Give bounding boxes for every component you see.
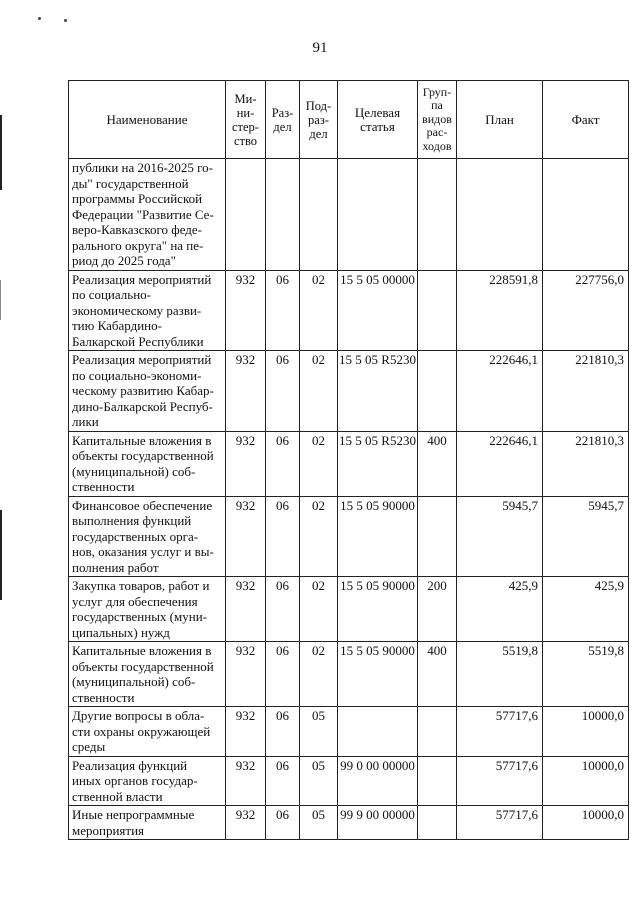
cell-subsection: 02 [300, 642, 338, 707]
cell-name: Капитальные вложения в объекты государственной (муниципальной) соб- ственности [69, 642, 226, 707]
cell-subsection: 02 [300, 270, 338, 351]
table-header-row [69, 81, 629, 159]
cell-plan: 5945,7 [457, 496, 543, 577]
cell-target: 99 0 00 00000 [338, 756, 418, 806]
cell-fact: 10000,0 [543, 707, 629, 757]
cell-plan: 425,9 [457, 577, 543, 642]
cell-subsection: 02 [300, 431, 338, 496]
cell-subsection: 05 [300, 756, 338, 806]
cell-fact: 221810,3 [543, 431, 629, 496]
cell-plan: 228591,8 [457, 270, 543, 351]
header-expense-group: Груп- па видов рас- ходов [418, 81, 457, 159]
cell-ministry [226, 159, 266, 271]
cell-fact: 221810,3 [543, 351, 629, 432]
table-row [69, 707, 629, 757]
cell-subsection: 05 [300, 806, 338, 840]
header-subsection: Под- раз- дел [300, 81, 338, 159]
cell-plan: 57717,6 [457, 806, 543, 840]
cell-ministry: 932 [226, 707, 266, 757]
cell-expense-group: 200 [418, 577, 457, 642]
cell-section: 06 [266, 577, 300, 642]
cell-name: публики на 2016-2025 го- ды" государственной программы Российской Федерации "Развитие Се- веро-Кавказского феде- рального округа" на пе- риод до 2025 года" [69, 159, 226, 271]
table-row [69, 270, 629, 351]
cell-section [266, 159, 300, 271]
cell-section: 06 [266, 351, 300, 432]
cell-plan: 57717,6 [457, 707, 543, 757]
cell-fact: 425,9 [543, 577, 629, 642]
header-ministry: Ми- ни- стер- ство [226, 81, 266, 159]
cell-section: 06 [266, 806, 300, 840]
cell-expense-group [418, 756, 457, 806]
cell-section: 06 [266, 756, 300, 806]
table-row [69, 496, 629, 577]
cell-plan: 222646,1 [457, 431, 543, 496]
cell-name: Капитальные вложения в объекты государственной (муниципальной) соб- ственности [69, 431, 226, 496]
cell-expense-group [418, 351, 457, 432]
cell-target: 15 5 05 90000 [338, 496, 418, 577]
cell-subsection [300, 159, 338, 271]
cell-section: 06 [266, 431, 300, 496]
cell-section: 06 [266, 270, 300, 351]
cell-fact [543, 159, 629, 271]
cell-section: 06 [266, 496, 300, 577]
header-plan: План [457, 81, 543, 159]
table-row [69, 351, 629, 432]
header-fact: Факт [543, 81, 629, 159]
scan-speck [38, 17, 41, 20]
cell-subsection: 02 [300, 496, 338, 577]
cell-name: Реализация мероприятий по социально-экономи- ческому развитию Кабар- дино-Балкарской Респуб- лики [69, 351, 226, 432]
cell-target: 15 5 05 R5230 [338, 351, 418, 432]
cell-expense-group [418, 496, 457, 577]
cell-ministry: 932 [226, 351, 266, 432]
header-target: Целевая статья [338, 81, 418, 159]
scan-edge-mark [0, 115, 2, 190]
table-row [69, 431, 629, 496]
cell-target: 15 5 05 00000 [338, 270, 418, 351]
cell-expense-group: 400 [418, 431, 457, 496]
cell-section: 06 [266, 707, 300, 757]
cell-plan: 57717,6 [457, 756, 543, 806]
cell-name: Другие вопросы в обла- сти охраны окружающей среды [69, 707, 226, 757]
cell-expense-group [418, 159, 457, 271]
table-row [69, 756, 629, 806]
cell-plan [457, 159, 543, 271]
cell-target: 99 9 00 00000 [338, 806, 418, 840]
cell-ministry: 932 [226, 806, 266, 840]
cell-ministry: 932 [226, 270, 266, 351]
cell-name: Реализация мероприятий по социально- экономическому разви- тию Кабардино- Балкарской Республики [69, 270, 226, 351]
cell-target: 15 5 05 R5230 [338, 431, 418, 496]
cell-name: Иные непрограммные мероприятия [69, 806, 226, 840]
cell-expense-group [418, 707, 457, 757]
cell-ministry: 932 [226, 577, 266, 642]
cell-ministry: 932 [226, 496, 266, 577]
cell-fact: 5945,7 [543, 496, 629, 577]
cell-fact: 10000,0 [543, 756, 629, 806]
scan-edge-mark [0, 510, 2, 600]
cell-target [338, 707, 418, 757]
table-row [69, 577, 629, 642]
cell-expense-group [418, 270, 457, 351]
cell-name: Реализация функций иных органов государ- ственной власти [69, 756, 226, 806]
cell-target [338, 159, 418, 271]
cell-fact: 5519,8 [543, 642, 629, 707]
cell-target: 15 5 05 90000 [338, 642, 418, 707]
cell-ministry: 932 [226, 756, 266, 806]
cell-plan: 222646,1 [457, 351, 543, 432]
cell-subsection: 05 [300, 707, 338, 757]
cell-section: 06 [266, 642, 300, 707]
cell-subsection: 02 [300, 351, 338, 432]
cell-name: Финансовое обеспечение выполнения функций государственных орга- нов, оказания услуг и вы- полнения работ [69, 496, 226, 577]
table-body [69, 159, 629, 840]
table-row [69, 642, 629, 707]
table-row [69, 806, 629, 840]
scan-speck [64, 19, 67, 22]
cell-expense-group [418, 806, 457, 840]
cell-plan: 5519,8 [457, 642, 543, 707]
cell-ministry: 932 [226, 642, 266, 707]
scan-edge-mark [0, 280, 1, 320]
cell-expense-group: 400 [418, 642, 457, 707]
budget-table [68, 80, 629, 840]
table-row [69, 159, 629, 271]
header-section: Раз- дел [266, 81, 300, 159]
header-name: Наименование [69, 81, 226, 159]
cell-ministry: 932 [226, 431, 266, 496]
cell-name: Закупка товаров, работ и услуг для обеспечения государственных (муни- ципальных) нужд [69, 577, 226, 642]
page-number: 91 [312, 40, 328, 56]
cell-fact: 227756,0 [543, 270, 629, 351]
cell-target: 15 5 05 90000 [338, 577, 418, 642]
cell-subsection: 02 [300, 577, 338, 642]
cell-fact: 10000,0 [543, 806, 629, 840]
